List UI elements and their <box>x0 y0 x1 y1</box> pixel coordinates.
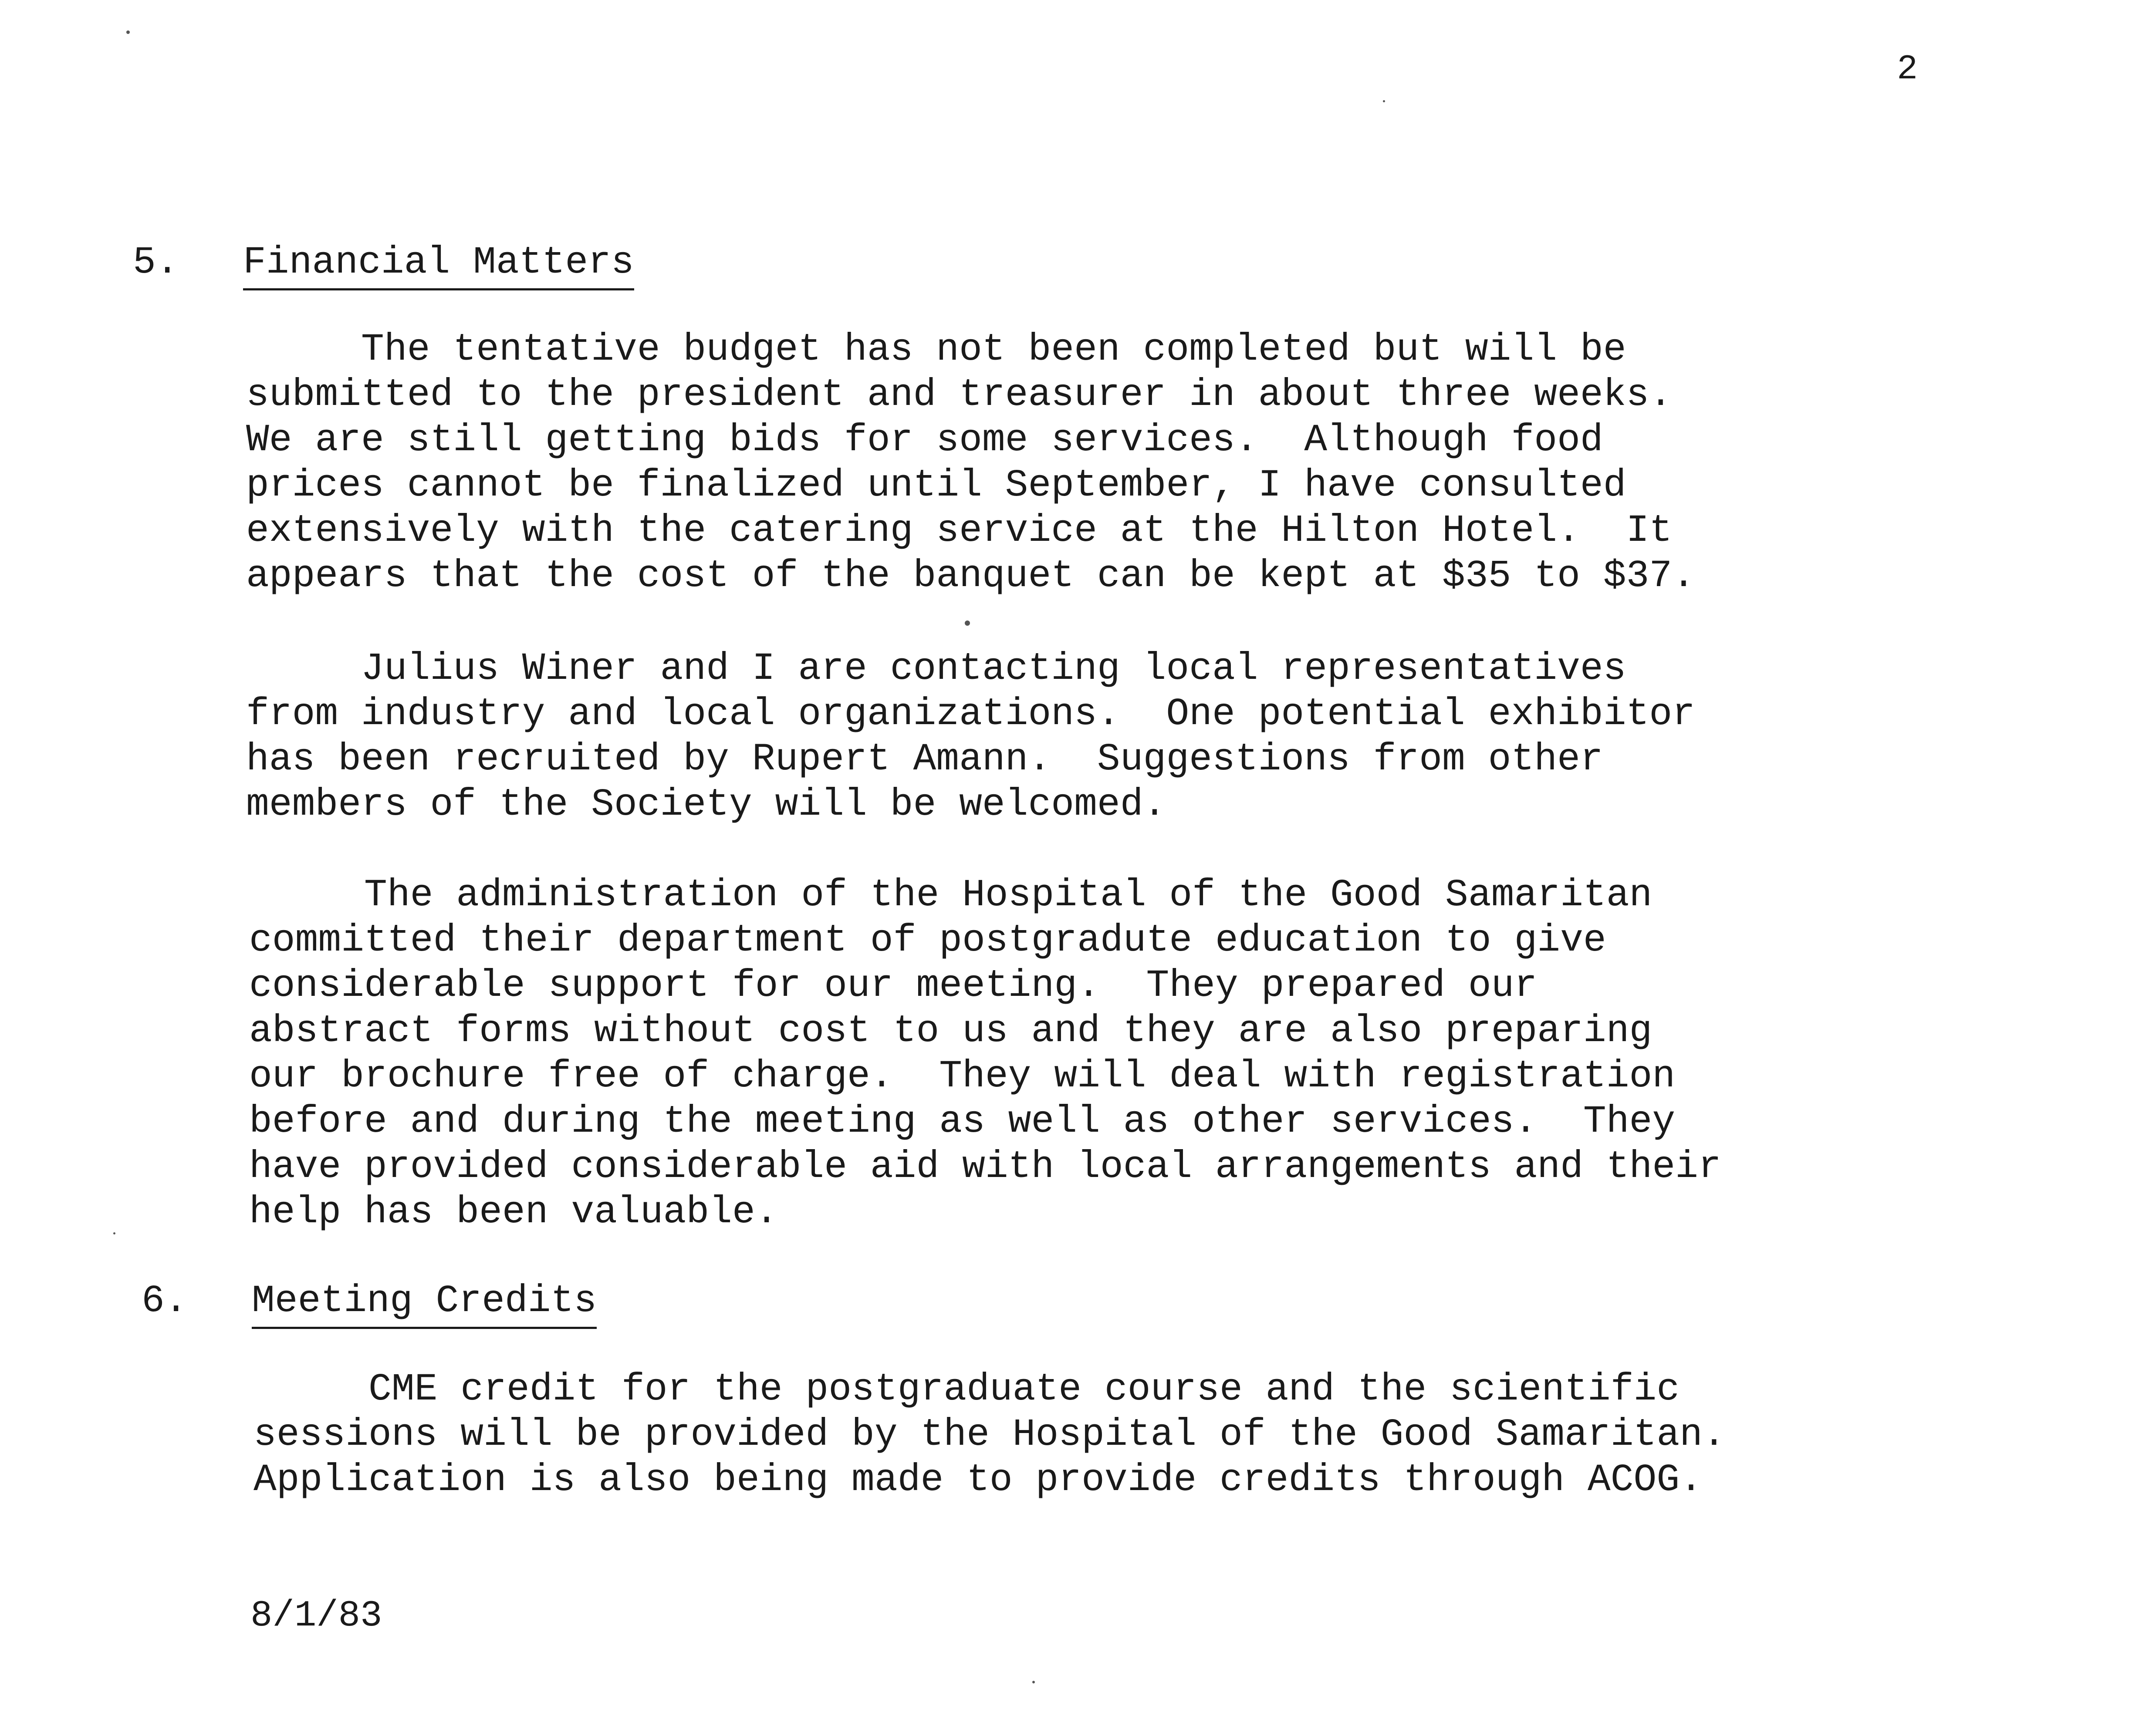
section-title: Meeting Credits <box>252 1282 597 1329</box>
text-line: prices cannot be finalized until September, I have consulted <box>246 464 1626 507</box>
text-line: The administration of the Hospital of the Good Samaritan <box>249 874 1652 917</box>
scan-speck <box>126 30 130 34</box>
section-number: 6. <box>142 1280 188 1323</box>
text-line: has been recruited by Rupert Amann. Suggestions from other <box>246 738 1603 781</box>
paragraph <box>246 327 1695 599</box>
paragraph <box>249 873 1721 1235</box>
text-line: have provided considerable aid with local arrangements and their <box>249 1146 1721 1189</box>
text-line: members of the Society will be welcomed. <box>246 783 1166 826</box>
text-line: submitted to the president and treasurer in about three weeks. <box>246 374 1673 417</box>
text-line: Application is also being made to provide credits through ACOG. <box>253 1459 1703 1502</box>
section-number: 5. <box>133 241 179 284</box>
scan-speck <box>1032 1681 1035 1683</box>
paragraph <box>246 647 1695 828</box>
text-line: CME credit for the postgraduate course and the scientific <box>253 1368 1680 1411</box>
text-line: abstract forms without cost to us and they are also preparing <box>249 1010 1652 1053</box>
page-number: 2 <box>1897 50 1918 89</box>
scan-speck <box>113 1232 115 1234</box>
text-line: before and during the meeting as well as other services. They <box>249 1100 1676 1143</box>
text-line: our brochure free of charge. They will deal with registration <box>249 1055 1676 1098</box>
scan-speck <box>965 621 970 626</box>
text-line: sessions will be provided by the Hospital of the Good Samaritan. <box>253 1413 1726 1457</box>
text-line: committed their department of postgradute education to give <box>249 919 1606 962</box>
paragraph <box>253 1367 1726 1503</box>
section-title: Financial Matters <box>243 244 634 290</box>
text-line: help has been valuable. <box>249 1191 778 1234</box>
text-line: Julius Winer and I are contacting local representatives <box>246 647 1626 691</box>
document-date: 8/1/83 <box>250 1595 382 1637</box>
text-line: considerable support for our meeting. They prepared our <box>249 964 1538 1008</box>
text-line: appears that the cost of the banquet can be kept at $35 to $37. <box>246 555 1695 598</box>
scan-speck <box>1383 100 1385 102</box>
text-line: from industry and local organizations. One potential exhibitor <box>246 693 1695 736</box>
text-line: We are still getting bids for some services. Although food <box>246 419 1603 462</box>
text-line: The tentative budget has not been completed but will be <box>246 328 1626 371</box>
text-line: extensively with the catering service at the Hilton Hotel. It <box>246 509 1673 553</box>
